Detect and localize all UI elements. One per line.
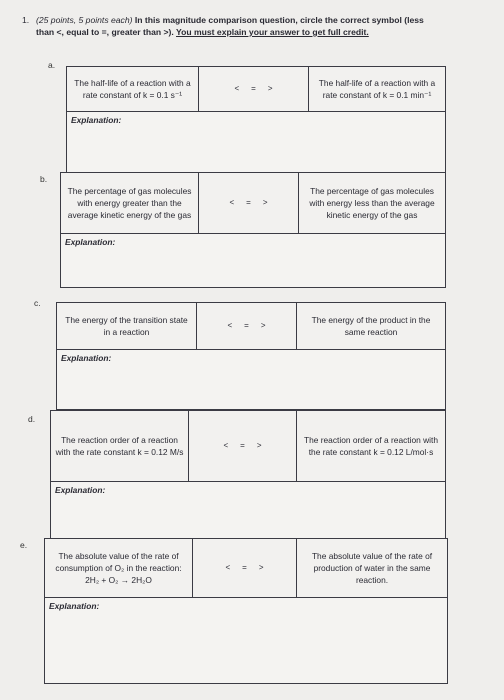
less-than-symbol[interactable]: < — [225, 563, 231, 572]
explanation-box[interactable] — [56, 350, 446, 410]
less-than-symbol[interactable]: < — [227, 321, 233, 330]
explanation-label: Explanation: — [71, 115, 122, 125]
explanation-box[interactable] — [60, 234, 446, 288]
explanation-box[interactable] — [44, 598, 448, 684]
explanation-label: Explanation: — [49, 601, 100, 611]
less-than-symbol[interactable]: < — [234, 84, 240, 93]
explanation-box[interactable] — [66, 112, 446, 173]
symbol-choices — [197, 303, 297, 349]
left-quantity: The half-life of a reaction with a rate constant of k = 0.1 s⁻¹ — [67, 67, 199, 111]
less-than-symbol[interactable]: < — [229, 198, 235, 207]
instruction-text: In this magnitude comparison question, circle the correct symbol (less — [132, 15, 424, 25]
right-quantity: The half-life of a reaction with a rate constant of k = 0.1 min⁻¹ — [318, 78, 436, 100]
comparison-block-a — [66, 66, 446, 173]
symbol-choices — [193, 539, 297, 597]
equal-symbol[interactable]: = — [246, 198, 251, 207]
symbol-choices — [199, 67, 309, 111]
item-letter-b: b. — [40, 174, 48, 184]
comparison-row — [44, 538, 448, 598]
explanation-label: Explanation: — [65, 237, 116, 247]
explanation-label: Explanation: — [55, 485, 106, 495]
item-letter-c: c. — [34, 298, 41, 308]
greater-than-symbol[interactable]: > — [262, 198, 268, 207]
comparison-row — [50, 410, 446, 482]
points-note: (25 points, 5 points each) — [36, 15, 133, 25]
symbol-choices — [189, 411, 297, 481]
comparison-block-c — [56, 302, 446, 410]
left-quantity: The percentage of gas molecules with energy greater than the average kinetic energy of the gas — [61, 173, 199, 233]
left-quantity: The absolute value of the rate of consumption of O₂ in the reaction: 2H₂ + O₂ → 2H₂O — [45, 539, 193, 597]
explanation-box[interactable] — [50, 482, 446, 540]
less-than-symbol[interactable]: < — [223, 441, 229, 450]
left-quantity: The energy of the transition state in a reaction — [57, 303, 197, 349]
comparison-block-b — [60, 172, 446, 288]
right-quantity: The absolute value of the rate of production of water in the same reaction. — [311, 551, 433, 585]
greater-than-symbol[interactable]: > — [258, 563, 264, 572]
comparison-row — [60, 172, 446, 234]
explanation-label: Explanation: — [61, 353, 112, 363]
comparison-row — [66, 66, 446, 112]
comparison-block-d — [50, 410, 446, 540]
greater-than-symbol[interactable]: > — [260, 321, 266, 330]
instruction-text-2: than <, equal to =, greater than >). — [36, 27, 177, 37]
instruction-underlined: You must explain your answer to get full credit. — [176, 27, 369, 37]
item-letter-d: d. — [28, 414, 36, 424]
right-quantity: The percentage of gas molecules with energy less than the average kinetic energy of the gas — [309, 186, 435, 220]
equal-symbol[interactable]: = — [244, 321, 249, 330]
question-number: 1. — [22, 15, 30, 25]
greater-than-symbol[interactable]: > — [256, 441, 262, 450]
question-header — [22, 14, 492, 38]
left-quantity: The reaction order of a reaction with the rate constant k = 0.12 M/s — [51, 411, 189, 481]
right-quantity: The reaction order of a reaction with the rate constant k = 0.12 L/mol·s — [303, 435, 439, 457]
comparison-row — [56, 302, 446, 350]
item-letter-e: e. — [20, 540, 28, 550]
equal-symbol[interactable]: = — [251, 84, 256, 93]
greater-than-symbol[interactable]: > — [267, 84, 273, 93]
item-letter-a: a. — [48, 60, 56, 70]
equal-symbol[interactable]: = — [240, 441, 245, 450]
comparison-block-e — [44, 538, 448, 684]
symbol-choices — [199, 173, 299, 233]
equal-symbol[interactable]: = — [242, 563, 247, 572]
right-quantity: The energy of the product in the same reaction — [311, 315, 431, 337]
